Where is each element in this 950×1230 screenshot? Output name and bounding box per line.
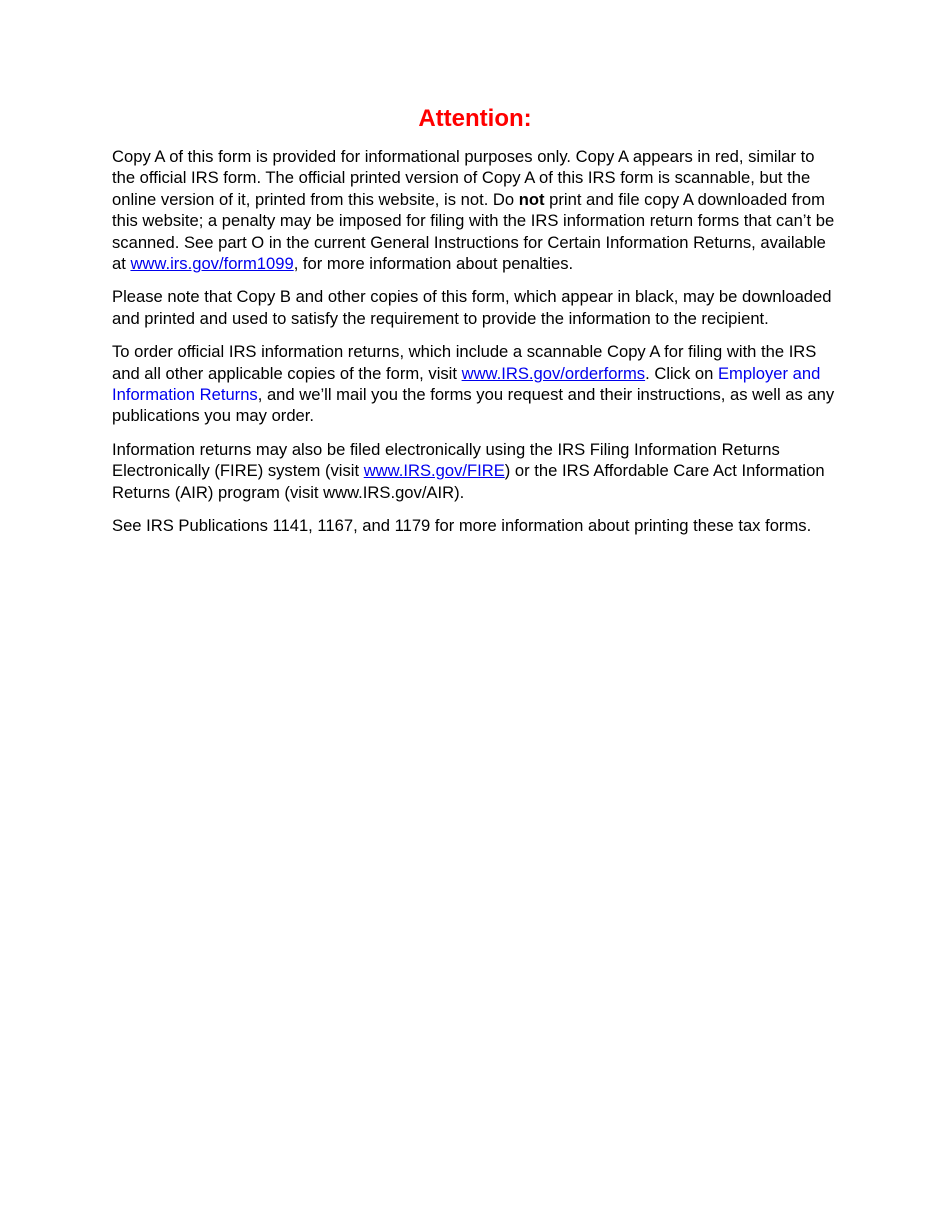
paragraph-text: . Click on (645, 363, 718, 383)
paragraph-electronic-filing (112, 439, 838, 503)
form1099-link[interactable]: www.irs.gov/form1099 (130, 254, 294, 274)
attention-notice (112, 104, 838, 549)
paragraph-text: Copy A of this form is provided for informational purposes only. Copy A appears in red, similar to the official IRS form. The official printed version of Copy A of this IRS form is scannable, but the online version of it, printed from this website, is not. Do (112, 147, 815, 209)
paragraph-text: See IRS Publications 1141, 1167, and 1179 for more information about printing these tax forms. (112, 516, 812, 536)
paragraph-text: ) or the IRS Affordable Care Act Information Returns (AIR) program (visit www.IRS.gov/AIR). (112, 461, 825, 502)
paragraph-order-forms (112, 341, 838, 427)
page-title: Attention: (418, 105, 532, 132)
paragraph-copy-b-notice (112, 286, 838, 329)
paragraph-text: , and we’ll mail you the forms you request and their instructions, as well as any publications you may order. (112, 385, 835, 426)
paragraph-text: Information returns may also be filed electronically using the IRS Filing Information Returns Electronically (FIRE) system (visit (112, 439, 780, 481)
paragraph-copy-a-notice (112, 146, 838, 274)
paragraph-publications (112, 515, 838, 536)
paragraph-text: To order official IRS information returns, which include a scannable Copy A for filing with the IRS and all other applicable copies of the form, visit (112, 342, 817, 383)
fire-link[interactable]: www.IRS.gov/FIRE (363, 461, 505, 481)
emphasis-not: not (518, 189, 545, 209)
orderforms-link[interactable]: www.IRS.gov/orderforms (461, 363, 646, 383)
paragraph-text: Please note that Copy B and other copies of this form, which appear in black, may be downloaded and printed and used to satisfy the requirement to provide the information to the recipient. (112, 287, 832, 328)
employer-information-returns-link[interactable]: Employer and Information Returns (112, 363, 821, 405)
paragraph-text: , for more information about penalties. (293, 254, 574, 274)
paragraph-text: print and file copy A downloaded from this website; a penalty may be imposed for filing with the IRS information return forms that can’t be scanned. See part O in the current General Instructions for Certain Information Returns, available at (112, 189, 835, 274)
